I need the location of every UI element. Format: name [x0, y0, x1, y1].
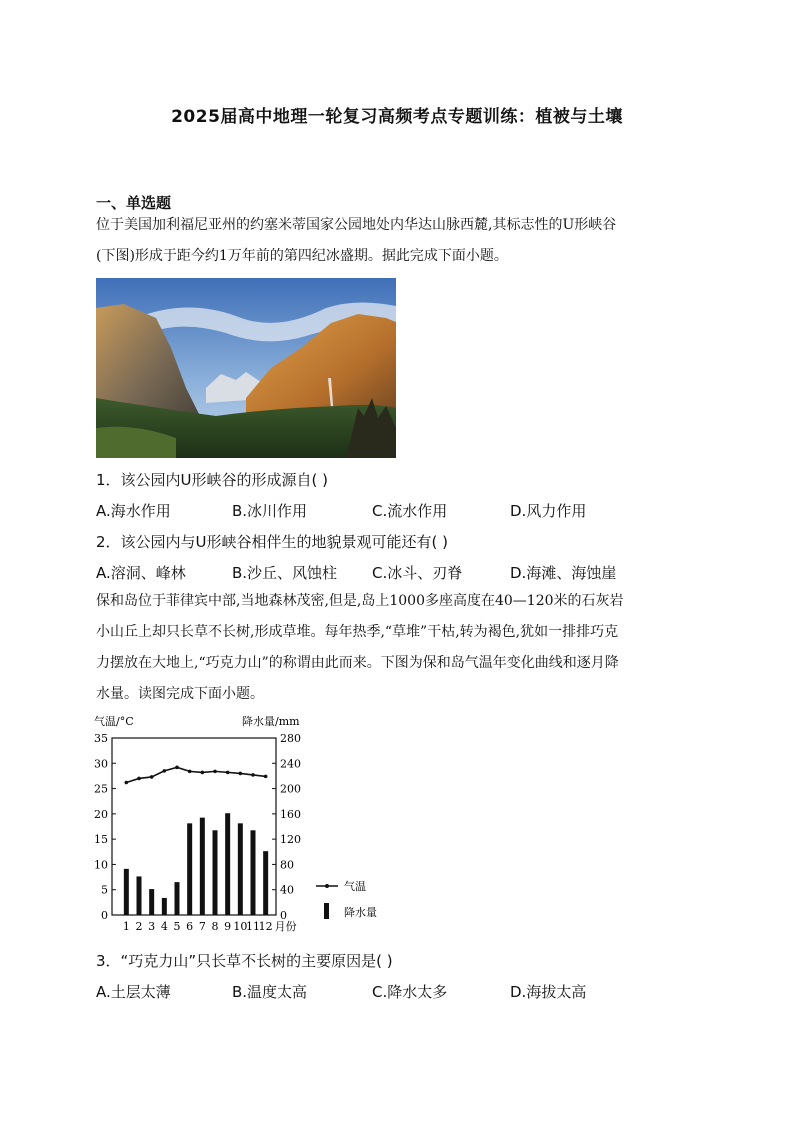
precipitation-bar: [251, 830, 256, 915]
climate-chart-svg: [92, 712, 402, 942]
option-c[interactable]: C.降水太多: [372, 983, 448, 1001]
passage-line: 力摆放在大地上,“巧克力山”的称谓由此而来。下图为保和岛气温年变化曲线和逐月降: [96, 655, 619, 671]
month-tick-label: 12: [258, 920, 273, 933]
month-unit-label: 月份: [274, 920, 297, 933]
temperature-point: [137, 777, 141, 781]
legend-point-swatch: [325, 884, 329, 888]
month-tick-label: 2: [135, 920, 143, 933]
legend-temperature-label: 气温: [344, 880, 366, 893]
left-tick-label: 35: [94, 732, 108, 745]
month-tick-label: 8: [211, 920, 219, 933]
option-d[interactable]: D.海滩、海蚀崖: [510, 564, 617, 582]
month-tick-label: 9: [224, 920, 232, 933]
option-a[interactable]: A.溶洞、峰林: [96, 564, 186, 582]
precipitation-bar: [162, 898, 167, 915]
passage-line: 位于美国加利福尼亚州的约塞米蒂国家公园地处内华达山脉西麓,其标志性的U形峡谷: [96, 217, 617, 233]
passage-line: 保和岛位于菲律宾中部,当地森林茂密,但是,岛上1000多座高度在40—120米的石灰岩: [96, 593, 624, 609]
month-tick-label: 5: [173, 920, 181, 933]
option-d[interactable]: D.海拔太高: [510, 983, 587, 1001]
right-tick-label: 240: [280, 757, 301, 771]
temperature-point: [264, 775, 268, 779]
precipitation-bar: [225, 813, 230, 915]
passage-bohol: [96, 586, 702, 710]
precipitation-bar: [200, 818, 205, 915]
precipitation-bar: [149, 889, 154, 915]
month-tick-label: 7: [198, 920, 206, 933]
temperature-point: [163, 769, 167, 773]
precipitation-bar: [175, 882, 180, 915]
option-d[interactable]: D.风力作用: [510, 502, 587, 520]
right-tick-label: 80: [280, 858, 294, 872]
passage-line: (下图)形成于距今约1万年前的第四纪冰盛期。据此完成下面小题。: [96, 248, 508, 264]
left-tick-label: 0: [101, 909, 108, 922]
temperature-point: [188, 770, 192, 774]
temperature-point: [251, 773, 255, 777]
valley-photo: [96, 278, 396, 458]
option-a[interactable]: A.海水作用: [96, 502, 171, 520]
precipitation-bar: [124, 869, 129, 915]
precipitation-bar: [187, 823, 192, 915]
page-title: 2025届高中地理一轮复习高频考点专题训练：植被与土壤: [171, 107, 623, 127]
temperature-point: [201, 771, 205, 775]
temperature-line: [126, 767, 265, 782]
temperature-point: [226, 771, 230, 775]
option-b[interactable]: B.冰川作用: [232, 502, 308, 520]
legend-bar-swatch: [324, 903, 329, 919]
option-c[interactable]: C.冰斗、刃脊: [372, 564, 463, 582]
right-tick-label: 120: [280, 833, 301, 847]
right-tick-label: 200: [280, 782, 301, 796]
right-tick-label: 0: [280, 909, 287, 922]
option-b[interactable]: B.沙丘、风蚀柱: [232, 564, 338, 582]
option-c[interactable]: C.流水作用: [372, 502, 448, 520]
right-axis-label: 降水量/mm: [242, 715, 300, 728]
month-tick-label: 3: [148, 920, 156, 933]
left-axis-label: 气温/°C: [94, 715, 134, 728]
option-a[interactable]: A.土层太薄: [96, 983, 171, 1001]
right-tick-label: 160: [280, 807, 301, 821]
valley-illustration: [96, 278, 396, 458]
left-tick-label: 30: [94, 757, 108, 771]
question-2-stem: 2．该公园内与U形峡谷相伴生的地貌景观可能还有( ): [96, 533, 448, 551]
left-tick-label: 5: [101, 883, 108, 897]
left-tick-label: 20: [94, 807, 108, 821]
passage-line: 水量。读图完成下面小题。: [96, 686, 264, 702]
temperature-point: [213, 770, 217, 774]
legend-precipitation-label: 降水量: [344, 906, 377, 919]
right-tick-label: 280: [280, 732, 301, 745]
temperature-point: [239, 772, 243, 776]
question-3-stem: 3．“巧克力山”只长草不长树的主要原因是( ): [96, 952, 393, 970]
precipitation-bar: [137, 876, 142, 915]
option-b[interactable]: B.温度太高: [232, 983, 308, 1001]
precipitation-bar: [238, 823, 243, 915]
left-tick-label: 15: [94, 833, 108, 847]
precipitation-bar: [213, 830, 218, 915]
temperature-point: [125, 781, 129, 785]
month-tick-label: 6: [186, 920, 194, 933]
month-tick-label: 11: [246, 920, 260, 933]
temperature-point: [175, 766, 179, 770]
passage-line: 小山丘上却只长草不长树,形成草堆。每年热季,“草堆”干枯,转为褐色,犹如一排排巧克: [96, 624, 619, 640]
climate-chart: [92, 712, 402, 942]
question-1-stem: 1．该公园内U形峡谷的形成源自( ): [96, 471, 328, 489]
right-tick-label: 40: [280, 883, 294, 897]
month-tick-label: 10: [233, 920, 248, 933]
temperature-point: [150, 775, 154, 779]
passage-yosemite: [96, 210, 702, 272]
section-heading: 一、单选题: [96, 194, 172, 212]
precipitation-bar: [263, 851, 268, 915]
left-tick-label: 10: [94, 858, 108, 872]
month-tick-label: 1: [122, 920, 130, 933]
month-tick-label: 4: [160, 920, 168, 933]
left-tick-label: 25: [94, 782, 108, 796]
